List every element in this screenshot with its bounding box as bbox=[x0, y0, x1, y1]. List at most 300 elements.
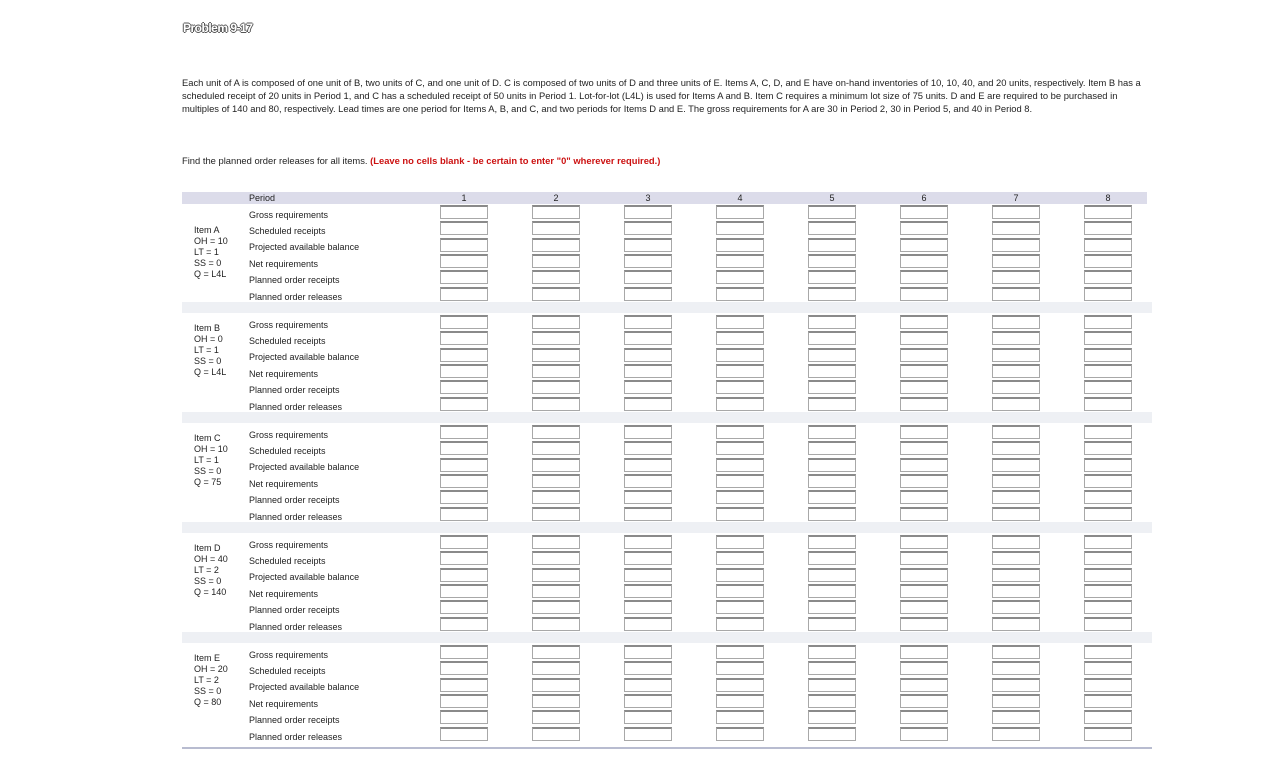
mrp-input-cell[interactable] bbox=[900, 441, 948, 455]
mrp-input-cell[interactable] bbox=[532, 710, 580, 724]
mrp-input-cell[interactable] bbox=[716, 710, 764, 724]
mrp-input-cell[interactable] bbox=[624, 617, 672, 631]
row-label: Net requirements bbox=[249, 699, 319, 709]
mrp-input-cell[interactable] bbox=[808, 617, 856, 631]
mrp-input-cell[interactable] bbox=[716, 315, 764, 329]
mrp-input-cell[interactable] bbox=[1084, 568, 1132, 582]
mrp-input-cell[interactable] bbox=[532, 474, 580, 488]
mrp-input-cell[interactable] bbox=[624, 238, 672, 252]
mrp-input-cell[interactable] bbox=[532, 535, 580, 549]
mrp-input-cell[interactable] bbox=[440, 315, 488, 329]
mrp-input-cell[interactable] bbox=[1084, 458, 1132, 472]
mrp-input-cell[interactable] bbox=[900, 364, 948, 378]
mrp-input-cell[interactable] bbox=[440, 584, 488, 598]
mrp-input-cell[interactable] bbox=[624, 397, 672, 411]
mrp-input-cell[interactable] bbox=[624, 205, 672, 219]
mrp-input-cell[interactable] bbox=[992, 205, 1040, 219]
mrp-input-cell[interactable] bbox=[532, 441, 580, 455]
mrp-input-cell[interactable] bbox=[808, 397, 856, 411]
row-label: Scheduled receipts bbox=[249, 336, 326, 346]
mrp-input-cell[interactable] bbox=[1084, 331, 1132, 345]
mrp-input-cell[interactable] bbox=[992, 568, 1040, 582]
mrp-input-cell[interactable] bbox=[900, 694, 948, 708]
mrp-input-cell[interactable] bbox=[808, 205, 856, 219]
mrp-input-cell[interactable] bbox=[716, 441, 764, 455]
mrp-input-cell[interactable] bbox=[992, 425, 1040, 439]
mrp-input-cell[interactable] bbox=[532, 678, 580, 692]
mrp-input-cell[interactable] bbox=[1084, 238, 1132, 252]
mrp-input-cell[interactable] bbox=[716, 425, 764, 439]
mrp-input-cell[interactable] bbox=[440, 425, 488, 439]
mrp-input-cell[interactable] bbox=[440, 287, 488, 301]
mrp-input-cell[interactable] bbox=[992, 710, 1040, 724]
period-number: 2 bbox=[553, 193, 559, 203]
mrp-input-cell[interactable] bbox=[992, 397, 1040, 411]
mrp-input-cell[interactable] bbox=[716, 645, 764, 659]
mrp-input-cell[interactable] bbox=[716, 507, 764, 521]
item-oh: OH = 40 bbox=[194, 554, 228, 564]
mrp-input-cell[interactable] bbox=[1084, 617, 1132, 631]
mrp-input-cell[interactable] bbox=[532, 331, 580, 345]
item-block bbox=[182, 412, 1152, 522]
period-number: 4 bbox=[737, 193, 743, 203]
row-label: Scheduled receipts bbox=[249, 446, 326, 456]
mrp-input-cell[interactable] bbox=[900, 507, 948, 521]
period-label: Period bbox=[249, 193, 276, 203]
mrp-input-cell[interactable] bbox=[532, 364, 580, 378]
mrp-input-cell[interactable] bbox=[992, 584, 1040, 598]
row-label: Net requirements bbox=[249, 479, 319, 489]
row-label: Net requirements bbox=[249, 589, 319, 599]
mrp-input-cell[interactable] bbox=[440, 348, 488, 362]
mrp-input-cell[interactable] bbox=[532, 287, 580, 301]
item-oh: OH = 10 bbox=[194, 444, 228, 454]
mrp-input-cell[interactable] bbox=[532, 507, 580, 521]
mrp-input-cell[interactable] bbox=[624, 490, 672, 504]
mrp-input-cell[interactable] bbox=[900, 397, 948, 411]
mrp-input-cell[interactable] bbox=[716, 678, 764, 692]
problem-description: Each unit of A is composed of one unit of B, two units of C, and one unit of D. C is composed of two units of D and three units of E. Items A, C, D, and E have on-hand inventories of 10, 10, 40, and 20 units, respectively. Item B has a scheduled receipt of 20 units in Period 1, and C has a scheduled receipt of 50 units in Period 1. Lot-for-lot (L4L) is used for Items A and B. Item C requires a minimum lot size of 75 units. D and E are required to be purchased in multiples of 140 and 80, respectively. Lead times are one period for Items A, B, and C, and two periods for Items D and E. The gross requirements for A are 30 in Period 2, 30 in Period 5, and 40 in Period 8. bbox=[182, 77, 1141, 114]
mrp-input-cell[interactable] bbox=[716, 568, 764, 582]
mrp-input-cell[interactable] bbox=[808, 568, 856, 582]
mrp-input-cell[interactable] bbox=[808, 678, 856, 692]
row-label: Planned order releases bbox=[249, 402, 343, 412]
mrp-input-cell[interactable] bbox=[532, 254, 580, 268]
mrp-input-cell[interactable] bbox=[624, 364, 672, 378]
mrp-input-cell[interactable] bbox=[532, 584, 580, 598]
mrp-input-cell[interactable] bbox=[808, 380, 856, 394]
item-block bbox=[182, 522, 1152, 632]
item-name: Item B bbox=[194, 323, 221, 333]
mrp-input-cell[interactable] bbox=[808, 238, 856, 252]
mrp-input-cell[interactable] bbox=[532, 205, 580, 219]
mrp-input-cell[interactable] bbox=[440, 474, 488, 488]
mrp-input-cell[interactable] bbox=[808, 694, 856, 708]
mrp-input-cell[interactable] bbox=[532, 617, 580, 631]
mrp-input-cell[interactable] bbox=[900, 645, 948, 659]
mrp-table bbox=[182, 192, 1152, 752]
mrp-input-cell[interactable] bbox=[440, 678, 488, 692]
mrp-input-cell[interactable] bbox=[808, 661, 856, 675]
mrp-input-cell[interactable] bbox=[808, 270, 856, 284]
mrp-input-cell[interactable] bbox=[532, 490, 580, 504]
mrp-input-cell[interactable] bbox=[716, 397, 764, 411]
mrp-input-cell[interactable] bbox=[992, 221, 1040, 235]
mrp-input-cell[interactable] bbox=[716, 661, 764, 675]
mrp-input-cell[interactable] bbox=[808, 710, 856, 724]
mrp-input-cell[interactable] bbox=[808, 441, 856, 455]
mrp-input-cell[interactable] bbox=[716, 270, 764, 284]
period-number: 5 bbox=[829, 193, 835, 203]
row-label: Scheduled receipts bbox=[249, 556, 326, 566]
mrp-input-cell[interactable] bbox=[1084, 425, 1132, 439]
mrp-input-cell[interactable] bbox=[532, 694, 580, 708]
mrp-input-cell[interactable] bbox=[716, 474, 764, 488]
row-label: Net requirements bbox=[249, 259, 319, 269]
item-ss: SS = 0 bbox=[194, 686, 222, 696]
mrp-input-cell[interactable] bbox=[808, 474, 856, 488]
mrp-input-cell[interactable] bbox=[624, 661, 672, 675]
mrp-input-cell[interactable] bbox=[716, 551, 764, 565]
mrp-input-cell[interactable] bbox=[440, 507, 488, 521]
row-label: Projected available balance bbox=[249, 572, 360, 582]
mrp-input-cell[interactable] bbox=[440, 458, 488, 472]
mrp-input-cell[interactable] bbox=[900, 661, 948, 675]
mrp-input-cell[interactable] bbox=[900, 535, 948, 549]
mrp-input-cell[interactable] bbox=[992, 474, 1040, 488]
mrp-input-cell[interactable] bbox=[1084, 535, 1132, 549]
mrp-input-cell[interactable] bbox=[1084, 287, 1132, 301]
mrp-input-cell[interactable] bbox=[992, 287, 1040, 301]
mrp-input-cell[interactable] bbox=[900, 710, 948, 724]
mrp-input-cell[interactable] bbox=[900, 348, 948, 362]
mrp-input-cell[interactable] bbox=[1084, 490, 1132, 504]
mrp-input-cell[interactable] bbox=[440, 551, 488, 565]
mrp-input-cell[interactable] bbox=[1084, 710, 1132, 724]
mrp-input-cell[interactable] bbox=[992, 600, 1040, 614]
mrp-input-cell[interactable] bbox=[532, 645, 580, 659]
mrp-input-cell[interactable] bbox=[624, 287, 672, 301]
mrp-input-cell[interactable] bbox=[440, 397, 488, 411]
mrp-input-cell[interactable] bbox=[716, 238, 764, 252]
mrp-input-cell[interactable] bbox=[440, 617, 488, 631]
mrp-input-cell[interactable] bbox=[716, 490, 764, 504]
mrp-input-cell[interactable] bbox=[624, 474, 672, 488]
mrp-input-cell[interactable] bbox=[440, 331, 488, 345]
mrp-input-cell[interactable] bbox=[716, 205, 764, 219]
mrp-input-cell[interactable] bbox=[532, 270, 580, 284]
mrp-input-cell[interactable] bbox=[440, 221, 488, 235]
item-block bbox=[182, 192, 1152, 302]
row-label: Gross requirements bbox=[249, 210, 329, 220]
mrp-input-cell[interactable] bbox=[440, 490, 488, 504]
mrp-input-cell[interactable] bbox=[624, 551, 672, 565]
mrp-input-cell[interactable] bbox=[900, 551, 948, 565]
mrp-input-cell[interactable] bbox=[900, 458, 948, 472]
mrp-input-cell[interactable] bbox=[624, 254, 672, 268]
mrp-input-cell[interactable] bbox=[440, 661, 488, 675]
mrp-input-cell[interactable] bbox=[624, 727, 672, 741]
mrp-input-cell[interactable] bbox=[1084, 661, 1132, 675]
mrp-input-cell[interactable] bbox=[900, 490, 948, 504]
row-label: Planned order receipts bbox=[249, 605, 340, 615]
mrp-input-cell[interactable] bbox=[1084, 727, 1132, 741]
mrp-input-cell[interactable] bbox=[900, 238, 948, 252]
mrp-input-cell[interactable] bbox=[992, 727, 1040, 741]
mrp-input-cell[interactable] bbox=[1084, 507, 1132, 521]
mrp-input-cell[interactable] bbox=[532, 600, 580, 614]
mrp-input-cell[interactable] bbox=[808, 348, 856, 362]
mrp-input-cell[interactable] bbox=[624, 380, 672, 394]
mrp-input-cell[interactable] bbox=[716, 254, 764, 268]
mrp-input-cell[interactable] bbox=[900, 425, 948, 439]
row-label: Planned order releases bbox=[249, 732, 343, 742]
mrp-input-cell[interactable] bbox=[1084, 397, 1132, 411]
mrp-input-cell[interactable] bbox=[1084, 254, 1132, 268]
mrp-input-cell[interactable] bbox=[440, 727, 488, 741]
mrp-input-cell[interactable] bbox=[1084, 551, 1132, 565]
mrp-input-cell[interactable] bbox=[532, 238, 580, 252]
mrp-input-cell[interactable] bbox=[532, 397, 580, 411]
mrp-input-cell[interactable] bbox=[624, 535, 672, 549]
item-q: Q = 140 bbox=[194, 587, 227, 597]
row-label: Planned order receipts bbox=[249, 385, 340, 395]
mrp-input-cell[interactable] bbox=[624, 270, 672, 284]
mrp-input-cell[interactable] bbox=[716, 727, 764, 741]
mrp-input-cell[interactable] bbox=[440, 694, 488, 708]
mrp-input-cell[interactable] bbox=[624, 458, 672, 472]
mrp-input-cell[interactable] bbox=[808, 425, 856, 439]
mrp-input-cell[interactable] bbox=[624, 678, 672, 692]
instruction-text: Find the planned order releases for all items. bbox=[182, 155, 368, 166]
mrp-input-cell[interactable] bbox=[716, 364, 764, 378]
mrp-input-cell[interactable] bbox=[992, 507, 1040, 521]
mrp-input-cell[interactable] bbox=[1084, 678, 1132, 692]
mrp-input-cell[interactable] bbox=[440, 568, 488, 582]
mrp-input-cell[interactable] bbox=[532, 348, 580, 362]
mrp-input-cell[interactable] bbox=[532, 661, 580, 675]
item-ss: SS = 0 bbox=[194, 466, 222, 476]
item-block bbox=[182, 302, 1152, 412]
item-parameters bbox=[194, 543, 228, 598]
mrp-input-cell[interactable] bbox=[900, 678, 948, 692]
item-lt: LT = 1 bbox=[194, 455, 219, 465]
row-label: Planned order receipts bbox=[249, 495, 340, 505]
mrp-input-cell[interactable] bbox=[440, 645, 488, 659]
item-lt: LT = 1 bbox=[194, 345, 219, 355]
mrp-input-cell[interactable] bbox=[992, 458, 1040, 472]
item-q: Q = L4L bbox=[194, 269, 227, 279]
row-label: Planned order releases bbox=[249, 622, 343, 632]
mrp-input-cell[interactable] bbox=[1084, 205, 1132, 219]
mrp-input-cell[interactable] bbox=[440, 710, 488, 724]
item-oh: OH = 0 bbox=[194, 334, 223, 344]
mrp-input-cell[interactable] bbox=[808, 507, 856, 521]
mrp-input-cell[interactable] bbox=[1084, 315, 1132, 329]
mrp-input-cell[interactable] bbox=[716, 617, 764, 631]
mrp-input-cell[interactable] bbox=[624, 584, 672, 598]
mrp-input-cell[interactable] bbox=[900, 221, 948, 235]
mrp-input-cell[interactable] bbox=[532, 568, 580, 582]
mrp-input-cell[interactable] bbox=[992, 348, 1040, 362]
mrp-input-cell[interactable] bbox=[900, 727, 948, 741]
mrp-input-cell[interactable] bbox=[624, 348, 672, 362]
mrp-input-cell[interactable] bbox=[992, 645, 1040, 659]
mrp-input-cell[interactable] bbox=[992, 535, 1040, 549]
mrp-input-cell[interactable] bbox=[440, 254, 488, 268]
mrp-input-cell[interactable] bbox=[900, 584, 948, 598]
mrp-input-cell[interactable] bbox=[900, 270, 948, 284]
row-label: Gross requirements bbox=[249, 430, 329, 440]
mrp-input-cell[interactable] bbox=[900, 287, 948, 301]
mrp-input-cell[interactable] bbox=[900, 331, 948, 345]
item-oh: OH = 20 bbox=[194, 664, 228, 674]
mrp-input-cell[interactable] bbox=[440, 205, 488, 219]
row-label: Planned order receipts bbox=[249, 715, 340, 725]
mrp-input-cell[interactable] bbox=[1084, 584, 1132, 598]
mrp-input-cell[interactable] bbox=[624, 694, 672, 708]
mrp-input-cell[interactable] bbox=[992, 364, 1040, 378]
mrp-input-cell[interactable] bbox=[992, 315, 1040, 329]
mrp-input-cell[interactable] bbox=[716, 694, 764, 708]
mrp-input-cell[interactable] bbox=[992, 270, 1040, 284]
mrp-input-cell[interactable] bbox=[808, 490, 856, 504]
mrp-input-cell[interactable] bbox=[716, 458, 764, 472]
mrp-input-cell[interactable] bbox=[992, 678, 1040, 692]
mrp-input-cell[interactable] bbox=[808, 584, 856, 598]
mrp-input-cell[interactable] bbox=[1084, 600, 1132, 614]
mrp-input-cell[interactable] bbox=[808, 458, 856, 472]
row-label: Gross requirements bbox=[249, 320, 329, 330]
mrp-input-cell[interactable] bbox=[808, 315, 856, 329]
item-lt: LT = 2 bbox=[194, 565, 219, 575]
mrp-input-cell[interactable] bbox=[992, 490, 1040, 504]
mrp-input-cell[interactable] bbox=[1084, 380, 1132, 394]
mrp-input-cell[interactable] bbox=[808, 600, 856, 614]
mrp-input-cell[interactable] bbox=[440, 600, 488, 614]
item-name: Item A bbox=[194, 225, 220, 235]
mrp-input-cell[interactable] bbox=[1084, 474, 1132, 488]
mrp-input-cell[interactable] bbox=[440, 535, 488, 549]
mrp-input-cell[interactable] bbox=[900, 600, 948, 614]
mrp-input-cell[interactable] bbox=[624, 315, 672, 329]
mrp-input-cell[interactable] bbox=[808, 727, 856, 741]
mrp-input-cell[interactable] bbox=[532, 727, 580, 741]
row-label: Scheduled receipts bbox=[249, 226, 326, 236]
mrp-input-cell[interactable] bbox=[1084, 348, 1132, 362]
item-q: Q = 75 bbox=[194, 477, 222, 487]
row-label: Gross requirements bbox=[249, 540, 329, 550]
mrp-input-cell[interactable] bbox=[992, 331, 1040, 345]
mrp-input-cell[interactable] bbox=[440, 380, 488, 394]
mrp-input-cell[interactable] bbox=[440, 364, 488, 378]
item-parameters bbox=[194, 433, 228, 488]
mrp-input-cell[interactable] bbox=[992, 617, 1040, 631]
mrp-input-cell[interactable] bbox=[992, 254, 1040, 268]
mrp-input-cell[interactable] bbox=[532, 221, 580, 235]
mrp-input-cell[interactable] bbox=[900, 617, 948, 631]
row-label: Planned order receipts bbox=[249, 275, 340, 285]
period-number: 8 bbox=[1105, 193, 1111, 203]
mrp-input-cell[interactable] bbox=[624, 331, 672, 345]
mrp-input-cell[interactable] bbox=[992, 551, 1040, 565]
mrp-input-cell[interactable] bbox=[992, 238, 1040, 252]
mrp-input-cell[interactable] bbox=[992, 661, 1040, 675]
mrp-input-cell[interactable] bbox=[624, 507, 672, 521]
mrp-input-cell[interactable] bbox=[624, 441, 672, 455]
mrp-input-cell[interactable] bbox=[900, 254, 948, 268]
mrp-input-cell[interactable] bbox=[808, 331, 856, 345]
mrp-input-cell[interactable] bbox=[900, 380, 948, 394]
mrp-input-cell[interactable] bbox=[808, 551, 856, 565]
mrp-input-cell[interactable] bbox=[808, 221, 856, 235]
mrp-input-cell[interactable] bbox=[532, 380, 580, 394]
mrp-input-cell[interactable] bbox=[1084, 221, 1132, 235]
page-title: Problem 9-17 bbox=[183, 21, 253, 35]
mrp-input-cell[interactable] bbox=[716, 287, 764, 301]
mrp-input-cell[interactable] bbox=[716, 535, 764, 549]
mrp-input-cell[interactable] bbox=[532, 425, 580, 439]
item-parameters bbox=[194, 653, 228, 708]
period-number: 1 bbox=[461, 193, 467, 203]
mrp-input-cell[interactable] bbox=[1084, 364, 1132, 378]
mrp-input-cell[interactable] bbox=[440, 270, 488, 284]
mrp-input-cell[interactable] bbox=[624, 600, 672, 614]
mrp-input-cell[interactable] bbox=[440, 238, 488, 252]
mrp-input-cell[interactable] bbox=[532, 551, 580, 565]
mrp-input-cell[interactable] bbox=[716, 221, 764, 235]
item-name: Item D bbox=[194, 543, 221, 553]
mrp-input-cell[interactable] bbox=[532, 315, 580, 329]
mrp-input-cell[interactable] bbox=[624, 710, 672, 724]
mrp-input-cell[interactable] bbox=[1084, 270, 1132, 284]
mrp-input-cell[interactable] bbox=[716, 584, 764, 598]
item-lt: LT = 2 bbox=[194, 675, 219, 685]
mrp-input-cell[interactable] bbox=[624, 425, 672, 439]
mrp-input-cell[interactable] bbox=[808, 535, 856, 549]
mrp-input-cell[interactable] bbox=[808, 287, 856, 301]
row-label: Projected available balance bbox=[249, 352, 360, 362]
mrp-input-cell[interactable] bbox=[716, 331, 764, 345]
mrp-input-cell[interactable] bbox=[532, 458, 580, 472]
mrp-input-cell[interactable] bbox=[1084, 441, 1132, 455]
mrp-input-cell[interactable] bbox=[624, 645, 672, 659]
mrp-input-cell[interactable] bbox=[1084, 694, 1132, 708]
mrp-input-cell[interactable] bbox=[808, 645, 856, 659]
mrp-input-cell[interactable] bbox=[624, 221, 672, 235]
mrp-input-cell[interactable] bbox=[900, 568, 948, 582]
mrp-input-cell[interactable] bbox=[1084, 645, 1132, 659]
mrp-input-cell[interactable] bbox=[900, 205, 948, 219]
row-label: Projected available balance bbox=[249, 242, 360, 252]
mrp-input-cell[interactable] bbox=[900, 474, 948, 488]
mrp-input-cell[interactable] bbox=[900, 315, 948, 329]
row-label: Projected available balance bbox=[249, 682, 360, 692]
row-label: Gross requirements bbox=[249, 650, 329, 660]
mrp-input-cell[interactable] bbox=[808, 254, 856, 268]
mrp-input-cell[interactable] bbox=[808, 364, 856, 378]
mrp-input-cell[interactable] bbox=[716, 600, 764, 614]
mrp-input-cell[interactable] bbox=[992, 441, 1040, 455]
mrp-input-cell[interactable] bbox=[624, 568, 672, 582]
mrp-input-cell[interactable] bbox=[716, 380, 764, 394]
mrp-input-cell[interactable] bbox=[992, 694, 1040, 708]
mrp-input-cell[interactable] bbox=[440, 441, 488, 455]
mrp-input-cell[interactable] bbox=[992, 380, 1040, 394]
row-label: Net requirements bbox=[249, 369, 319, 379]
period-number: 6 bbox=[921, 193, 927, 203]
mrp-input-cell[interactable] bbox=[716, 348, 764, 362]
